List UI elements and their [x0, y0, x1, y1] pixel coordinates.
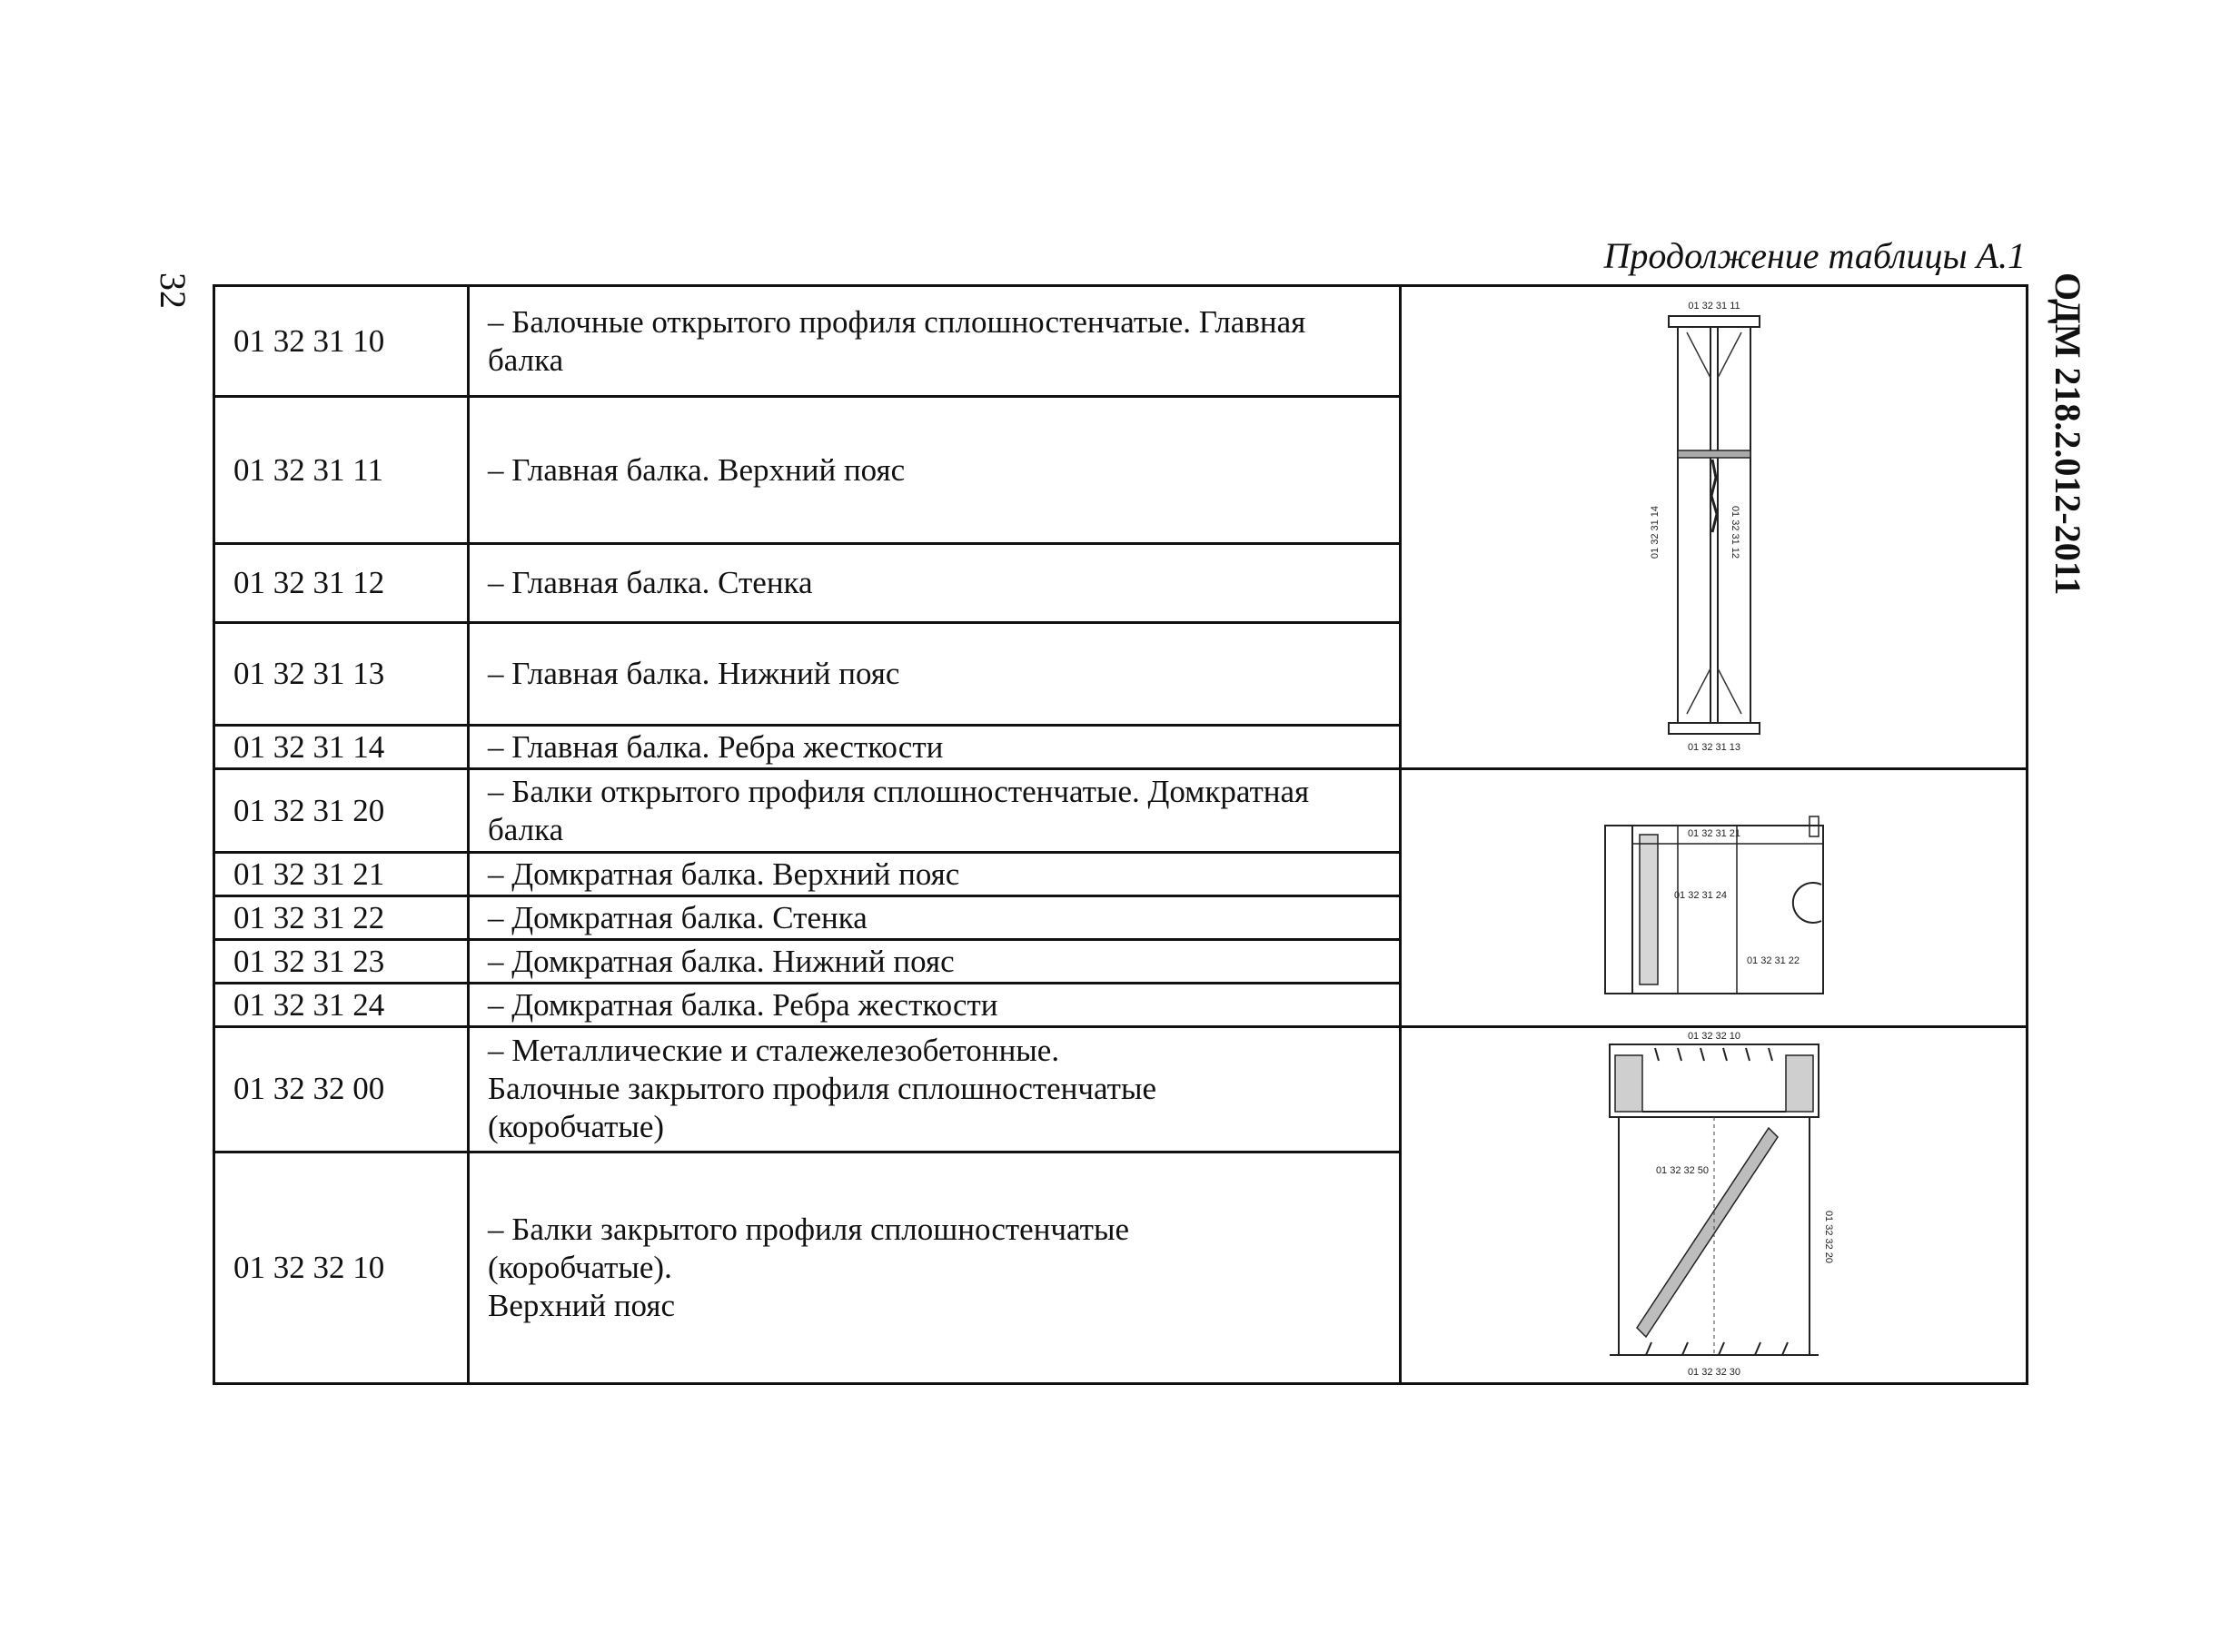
description-line: Верхний пояс [488, 1287, 676, 1323]
main-beam-drawing [1596, 296, 1832, 759]
drawing-label-lower: 01 32 31 22 [1746, 955, 1800, 966]
description-line: (коробчатые). [488, 1249, 672, 1285]
description-line: – Балки закрытого профиля сплошностенчатые [488, 1211, 1129, 1247]
drawing-label-bottom: 01 32 32 30 [1687, 1367, 1740, 1378]
description-cell: – Балочные открытого профиля сплошностенчатые. Главная балка [469, 286, 1401, 397]
code-cell: 01 32 31 23 [214, 940, 469, 984]
table-caption: Продолжение таблицы А.1 [1603, 235, 2026, 276]
code-cell: 01 32 31 14 [214, 726, 469, 769]
document-code-text: ОДМ 218.2.012-2011 [2048, 272, 2088, 596]
description-cell: – Домкратная балка. Верхний пояс [469, 853, 1401, 896]
code-cell: 01 32 31 21 [214, 853, 469, 896]
description-cell: – Домкратная балка. Ребра жесткости [469, 984, 1401, 1027]
jack-beam-drawing [1587, 789, 1841, 1007]
description-cell: – Главная балка. Верхний пояс [469, 397, 1401, 544]
description-cell: – Домкратная балка. Стенка [469, 896, 1401, 940]
table-row [214, 769, 2028, 853]
code-cell: 01 32 31 20 [214, 769, 469, 853]
code-cell: 01 32 31 24 [214, 984, 469, 1027]
table-row [214, 286, 2028, 397]
description-cell [469, 1027, 1401, 1152]
drawing-label-top: 01 32 31 11 [1687, 300, 1740, 312]
description-cell [469, 1152, 1401, 1383]
page-number: 32 [153, 272, 193, 309]
description-cell: – Главная балка. Ребра жесткости [469, 726, 1401, 769]
description-cell: – Домкратная балка. Нижний пояс [469, 940, 1401, 984]
drawing-label-right: 01 32 32 20 [1822, 1210, 1834, 1264]
drawing-label-middle: 01 32 31 24 [1673, 889, 1727, 901]
description-line: – Металлические и сталежелезобетонные. [488, 1033, 1060, 1069]
description-cell: – Главная балка. Стенка [469, 544, 1401, 623]
drawing-label-center: 01 32 31 12 [1729, 505, 1740, 559]
box-beam-drawing [1591, 1028, 1837, 1382]
description-line: Балочные закрытого профиля сплошностенчатые [488, 1071, 1156, 1107]
table-row [214, 1027, 2028, 1152]
code-cell: 01 32 32 10 [214, 1152, 469, 1383]
main-beam-drawing-cell [1401, 286, 2028, 769]
drawing-label-diagonal: 01 32 32 50 [1655, 1165, 1709, 1176]
description-cell: – Балки открытого профиля сплошностенчатые. Домкратная балка [469, 769, 1401, 853]
jack-beam-drawing-cell [1401, 769, 2028, 1027]
drawing-label-bottom: 01 32 31 13 [1687, 741, 1740, 753]
drawing-label-left: 01 32 31 14 [1649, 505, 1661, 559]
code-cell: 01 32 31 11 [214, 397, 469, 544]
code-cell: 01 32 31 12 [214, 544, 469, 623]
description-cell: – Главная балка. Нижний пояс [469, 623, 1401, 726]
code-cell: 01 32 31 10 [214, 286, 469, 397]
classification-table [213, 284, 2028, 1385]
box-beam-drawing-cell [1401, 1027, 2028, 1384]
code-cell: 01 32 32 00 [214, 1027, 469, 1152]
description-line: (коробчатые) [488, 1109, 665, 1145]
document-code [2048, 272, 2126, 618]
drawing-label-top: 01 32 31 21 [1687, 827, 1740, 839]
drawing-label-top: 01 32 32 10 [1687, 1031, 1740, 1042]
code-cell: 01 32 31 22 [214, 896, 469, 940]
code-cell: 01 32 31 13 [214, 623, 469, 726]
